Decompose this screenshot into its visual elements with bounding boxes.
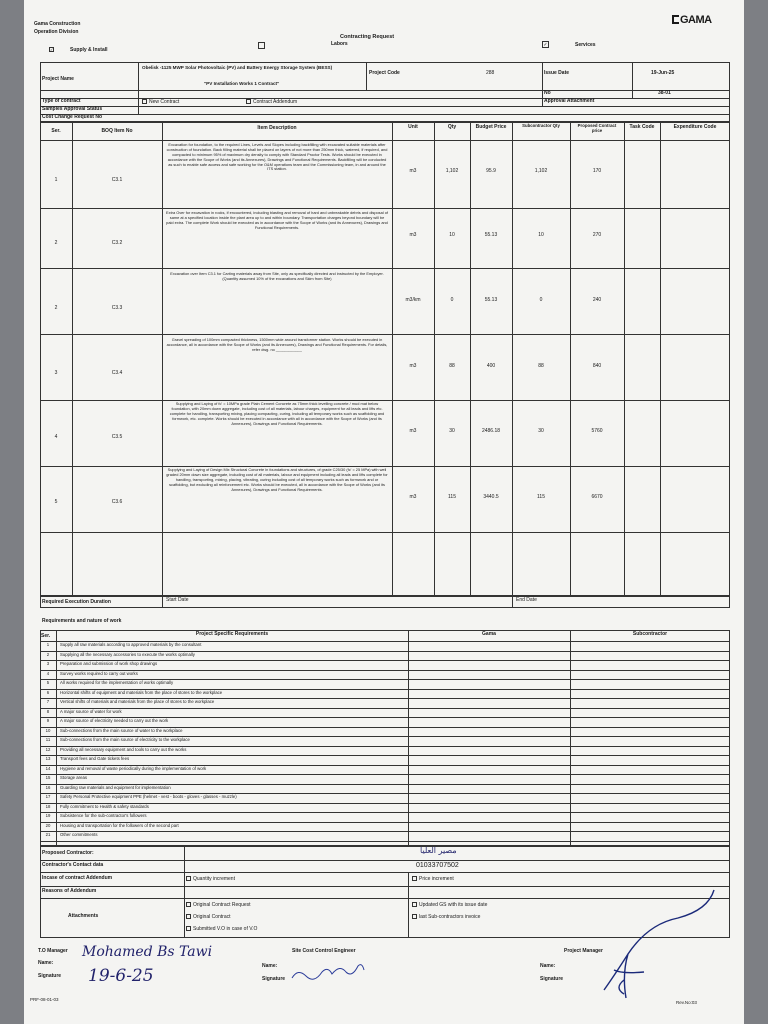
row2-budget: 55.13 [484,232,498,238]
project-manager-label: Project Manager [564,948,603,954]
row1-sub-qty: 1,102 [534,168,548,174]
row4-description: Gravel spreading of 100mm compacted thickness, 1500mm wide around transformer station. Works should be executed in accordance, all in accordance with the Scope of Works (and its Annexures), Drawings and Functional Requirements. For details, refer dwg. no ____________ [166,337,388,352]
req-row-text: Guarding raw materials and equipment for implementation [60,784,171,790]
issue-date-label: Issue Date [544,70,570,76]
row3-price: 240 [592,297,602,303]
contract-addendum-option[interactable]: Contract Addendum [246,99,297,106]
req-row-number: 8 [46,708,50,714]
req-row-text: Providing all necessary equipment and tools to carry out the works [60,746,187,752]
req-row-number: 14 [45,765,51,771]
row1-description: Excavation for foundation, to the required Lines, Levels and Slopes including backfilling with excavated suitable materials after construction of foundation. Back filling material shall be placed on layers of not more than 250mm thick, watered, if required, and compacted to minimum 95% of maximum dry density to comply with Standard Proctor Tests. Works should be executed in accordance with the Scope of Works (and its Annexures), Drawings and Functional Requirements. Backfilling will be conducted as such to enable safe access and safe working for the O&M operations team and the Commissioning team, in and around the ITS station. [166,142,388,172]
labors-label: Labors [331,41,348,47]
pm-name-label: Name: [540,963,556,969]
req-row-number: 3 [46,661,50,666]
att-updated-gs[interactable]: Updated GS with its issue date [412,902,487,909]
req-row-text: Horizontal shifts of equipment and materials from the place of stores to the workplace [60,689,223,695]
req-row-text: Supplying all the necessary accessories to execute the works optimally [60,651,195,657]
row5-item: C3.5 [111,434,123,440]
att-submitted-vo[interactable]: Submitted V.O in case of V.O [186,926,257,933]
row5-price: 5760 [591,428,603,434]
row1-unit: m3 [409,168,417,174]
req-row-number: 16 [45,784,51,790]
proposed-contractor-value: مصير العليا [420,846,457,855]
row5-budget: 2486.18 [481,428,501,434]
req-col-subcontractor: Subcontractor [632,631,668,637]
req-row-text: A major source of water for work [60,708,122,714]
att-original-request[interactable]: Original Contract Request [186,902,251,909]
samples-approval-label: Samples Approval Status [42,106,103,112]
addendum-label: Incase of contract Addendum [42,875,113,881]
col-task-code: Task Code [629,124,655,130]
req-row-text: Fully commitment to Health & safety standards [60,803,149,809]
req-row-number: 21 [45,832,51,837]
engineer-name-label: Name: [262,963,278,969]
req-row-number: 11 [45,737,51,742]
form-title: Contracting Request [340,34,395,40]
row5-description: Supplying and Laying of fc' = 10MPa grade Plain Cement Concrete as 75mm thick levelling concrete / mud mat below foundation, with 20mm down aggregate, including cost of all materials, labour charges, equipment for all leads and lifts etc. complete for handling, transporting mixing, placing compacting, curing, including all temporary works such as scaffolding and formwork, etc. complete. Works should be executed in accordance with all in accordance with the Scope of Works (and its Annexures), Drawings and Functional Requirements. [169,401,385,426]
col-unit: Unit [408,124,418,130]
col-proposed-price: Proposed Contract price [577,123,617,134]
ink-signatures [24,0,744,1024]
row5-ser: 4 [54,434,58,440]
req-col-gama: Gama [482,631,496,637]
option-services[interactable]: ✓ Services [543,41,596,48]
req-row-text: Survey works required to carry out works [60,670,138,676]
row4-item: C3.4 [111,370,123,376]
row2-qty: 10 [449,232,455,238]
document-page [24,0,744,1024]
row3-item: C3.3 [111,305,123,311]
att-original-contract[interactable]: Original Contract [186,914,231,921]
row2-ser: 2 [54,240,58,246]
row2-description: Extra Over for excavation in rocks, if encountered, including blasting and removal of hard and unbreakable debris and disposal of same at a specified location inside the plant area up to and within boundary. Transportation charges beyond boundary will be paid extra. The complete Work should be executed as in accordance with the Scope of Works (and its Annexures), Drawings and Functional Requirements. [166,210,388,230]
row3-budget: 55.13 [484,297,498,303]
row2-sub-qty: 10 [538,232,544,238]
col-qty: Qty [447,124,457,130]
row3-sub-qty: 0 [539,297,543,303]
req-row-number: 5 [46,680,50,685]
req-row-text: Sub-connections from the main source of water to the workplace [60,727,183,733]
req-row-number: 13 [45,756,51,761]
req-row-text: Supply all raw materials according to approved materials by the consultant [60,642,202,647]
row4-ser: 3 [54,370,58,376]
req-row-number: 20 [45,822,51,828]
col-ser: Ser. [51,128,61,134]
row5-sub-qty: 30 [538,428,544,434]
col-item-description: Item Description [257,125,297,131]
row6-price: 6670 [591,494,603,500]
end-date-label: End Date [516,597,537,603]
price-increment-option[interactable]: Price increment [412,876,454,883]
row6-budget: 3440.5 [483,494,499,500]
row1-price: 170 [592,168,602,174]
handwritten-name: Mohamed Bs Tawi [82,944,213,960]
req-row-text: Housing and transportation for the followers of the second part [60,822,179,828]
row6-unit: m3 [409,494,417,500]
to-manager-signature-label: Signature [38,973,62,979]
requirements-section-label: Requirements and nature of work [42,618,122,624]
row5-unit: m3 [409,428,417,434]
site-engineer-label: Site Cost Control Engineer [292,948,356,954]
contact-data-label: Contractor's Contact data [42,862,104,868]
req-row-text: All works required for the implementation of works optimally [60,680,174,685]
row1-budget: 95.9 [486,168,496,174]
row4-budget: 400 [486,363,496,369]
req-row-number: 19 [45,813,51,818]
option-supply-install[interactable]: ✓ Supply & Install [50,46,108,53]
row2-price: 270 [592,232,602,238]
row6-ser: 5 [54,499,58,505]
req-row-number: 6 [46,689,50,695]
doc-revision: Rev.No:03 [676,1000,697,1005]
project-name-value: Obelisk -1125 MWP Solar Photovoltaic (PV) and Battery Energy Storage System (BESS) [142,65,333,70]
row2-item: C3.2 [111,240,123,246]
proposed-contractor-label: Proposed Contractor: [42,850,94,856]
cost-change-label: Cost Change Request No [42,114,103,120]
org-name: Gama Construction [34,21,81,27]
row5-qty: 30 [449,428,455,434]
qty-increment-option[interactable]: Quantity increment [186,876,235,883]
attachments-label: Attachments [68,913,99,919]
row4-unit: m3 [409,363,417,369]
checked-box-icon: ✓ [543,42,548,48]
req-row-text: Storage areas [60,775,87,780]
engineer-signature-icon [292,965,364,980]
row6-item: C3.6 [111,499,123,505]
engineer-signature-label: Signature [262,976,286,982]
org-division: Operation Division [34,29,79,35]
manager-signature-icon [604,890,714,998]
row1-ser: 1 [54,177,58,183]
req-row-text: Other commitments [60,832,98,837]
row4-price: 840 [592,363,602,369]
req-row-number: 4 [46,670,50,676]
to-manager-label: T.O Manager [38,948,68,954]
number-label: No [544,90,551,96]
row3-ser: 2 [54,305,58,311]
project-code-value: 288 [486,70,495,76]
req-row-number: 15 [45,775,51,780]
doc-code: PRF-08-01-03 [30,997,59,1002]
req-col-requirements: Project Specific Requirements [195,631,269,637]
req-row-number: 1 [46,642,50,647]
req-row-number: 7 [46,699,50,704]
row4-sub-qty: 88 [538,363,544,369]
col-subcontractor-qty: Subcontractor Qty [522,123,560,128]
col-expenditure-code: Expenditure Code [673,124,717,130]
row3-description: Excavation over Item C3.1 for Carting materials away from Site, only as specifically directed and instructed by the Employer. (Quantity assumed 10% of the excavations and Skim from Site) [170,271,384,281]
start-date-label: Start Date [166,597,189,603]
req-row-number: 2 [46,651,50,657]
issue-date-value: 19-Jun-25 [651,70,675,76]
req-row-text: A major source of electricity needed to carry out the work [60,718,169,723]
pm-signature-label: Signature [540,976,564,982]
approval-attachment-label: Approval Attachment [544,98,595,104]
handwritten-date: 19-6-25 [88,966,154,986]
duration-label: Required Execution Duration [42,599,111,605]
req-row-text: Subsistence for the sub-contractor's followers [60,813,147,818]
req-row-number: 18 [45,803,51,809]
req-row-number: 17 [45,794,51,799]
project-name-label: Project Name [42,76,74,82]
to-manager-name-label: Name: [38,960,54,966]
row1-qty: 1,102 [445,168,459,174]
project-subtitle: "PV Installation Works 1 Contract" [204,81,280,86]
contract-type-label: Type of contract [42,98,81,104]
checked-box-icon: ✓ [50,47,54,52]
contact-data-value: 01033707502 [416,862,459,869]
req-row-text: Vertical shifts of materials and materials from the place of stores to the workplace [60,699,215,704]
req-row-text: Safety Personal Protective equipment PPE (helmet - vest - boots - gloves - glasses - muzzle) [60,794,237,799]
reasons-label: Reasons of Addendum [42,888,97,894]
req-row-text: Sub-connections from the main source of electricity to the workplace [60,737,190,742]
row2-unit: m3 [409,232,417,238]
new-contract-option[interactable]: New Contract [142,99,179,106]
row3-qty: 0 [450,297,454,303]
req-row-number: 10 [45,727,51,733]
row3-unit: m3/km [405,297,421,303]
req-row-number: 12 [45,746,51,752]
req-row-text: Hygiene and removal of waste periodically during the implementation of work [60,765,207,771]
col-boq-item: BOQ Item No [101,128,133,134]
row6-description: Supplying and Laying of Design Mix Structural Concrete in foundations and structures, of grade C25/30 (fc' = 25 MPa) with well graded 20mm down size aggregate, including cost of all materials, labour and equipment including all leads and lifts complete for handling, transporting, mixing, placing, vibrating, curing including cost of all temporary works such as formwork and or scaffolding, but excluding all reinforcement etc. Works should be executed, all in accordance with the Scope of Works (and its Annexures), Drawings and Functional Requirements. [166,467,388,492]
project-code-label: Project Code [369,70,400,76]
req-row-text: Preparation and submission of work shop drawings [60,661,158,666]
req-row-text: Transport fees and Gate tickets fees [60,756,130,761]
col-budget-price: Budget Price [475,124,507,130]
row1-item: C3.1 [111,177,123,183]
att-last-invoice[interactable]: last Sub-contractors invoice [412,914,480,921]
row4-qty: 88 [449,363,455,369]
gama-logo: GAMA [672,14,712,27]
req-row-number: 9 [46,718,50,723]
row6-qty: 115 [448,494,456,500]
req-col-ser: Ser. [41,633,51,639]
number-value: 38-01 [658,90,671,96]
row6-sub-qty: 115 [537,494,545,500]
